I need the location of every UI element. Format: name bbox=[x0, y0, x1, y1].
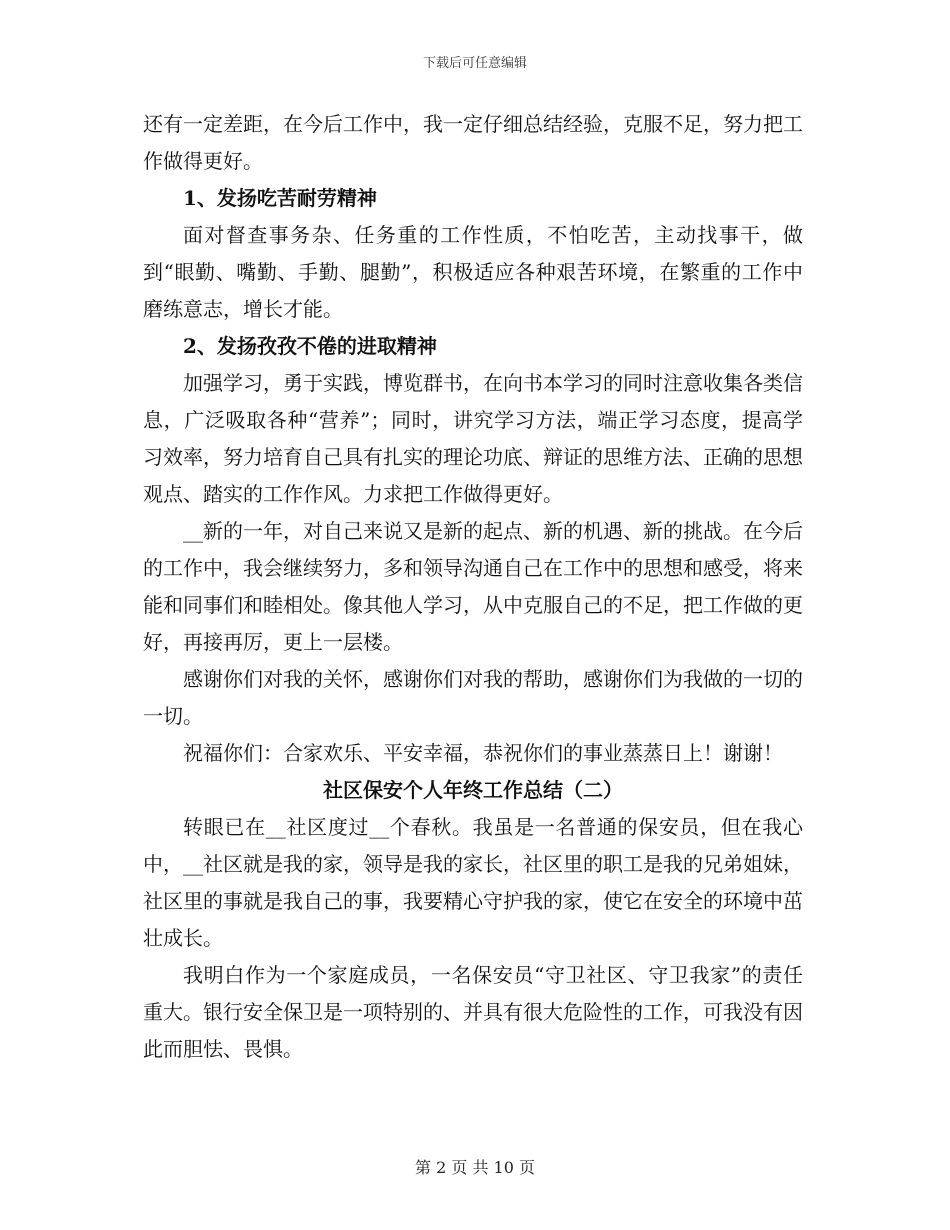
paragraph: 转眼已在__社区度过__个春秋。我虽是一名普通的保安员，但在我心中，__社区就是我的家，领导是我的家长，社区里的职工是我的兄弟姐妹，社区里的事就是我自己的事，我要精心守护我的家，使它在安全的环境中茁壮成长。 bbox=[143, 815, 803, 950]
paragraph: 面对督查事务杂、任务重的工作性质，不怕吃苦，主动找事干，做到“眼勤、嘴勤、手勤、腿勤”，积极适应各种艰苦环境，在繁重的工作中磨练意志，增长才能。 bbox=[143, 223, 803, 321]
paragraph: 感谢你们对我的关怀，感谢你们对我的帮助，感谢你们为我做的一切的一切。 bbox=[143, 667, 803, 728]
paragraph: 我明白作为一个家庭成员，一名保安员“守卫社区、守卫我家”的责任重大。银行安全保卫是一项特别的、并具有很大危险性的工作，可我没有因此而胆怯、畏惧。 bbox=[143, 963, 803, 1061]
paragraph: 加强学习，勇于实践，博览群书，在向书本学习的同时注意收集各类信息，广泛吸取各种“营养”；同时，讲究学习方法，端正学习态度，提高学习效率，努力培育自己具有扎实的理论功底、辩证的思维方法、正确的思想观点、踏实的工作作风。力求把工作做得更好。 bbox=[143, 371, 803, 506]
paragraph-continued: 还有一定差距，在今后工作中，我一定仔细总结经验，克服不足，努力把工作做得更好。 bbox=[143, 112, 803, 173]
page-header: 下载后可任意编辑 bbox=[422, 56, 527, 71]
document-body bbox=[143, 106, 803, 1068]
paragraph: __新的一年，对自己来说又是新的起点、新的机遇、新的挑战。在今后的工作中，我会继续努力，多和领导沟通自己在工作中的思想和感受，将来能和同事们和睦相处。像其他人学习，从中克服自己的不足，把工作做的更好，再接再厉，更上一层楼。 bbox=[143, 519, 803, 654]
section-heading-2: 2、发扬孜孜不倦的进取精神 bbox=[183, 334, 437, 358]
document-title: 社区保安个人年终工作总结（二） bbox=[323, 778, 623, 802]
page-footer: 第 2 页 共 10 页 bbox=[415, 1158, 535, 1177]
paragraph: 祝福你们：合家欢乐、平安幸福，恭祝你们的事业蒸蒸日上！谢谢！ bbox=[183, 741, 783, 765]
section-heading-1: 1、发扬吃苦耐劳精神 bbox=[183, 186, 377, 210]
